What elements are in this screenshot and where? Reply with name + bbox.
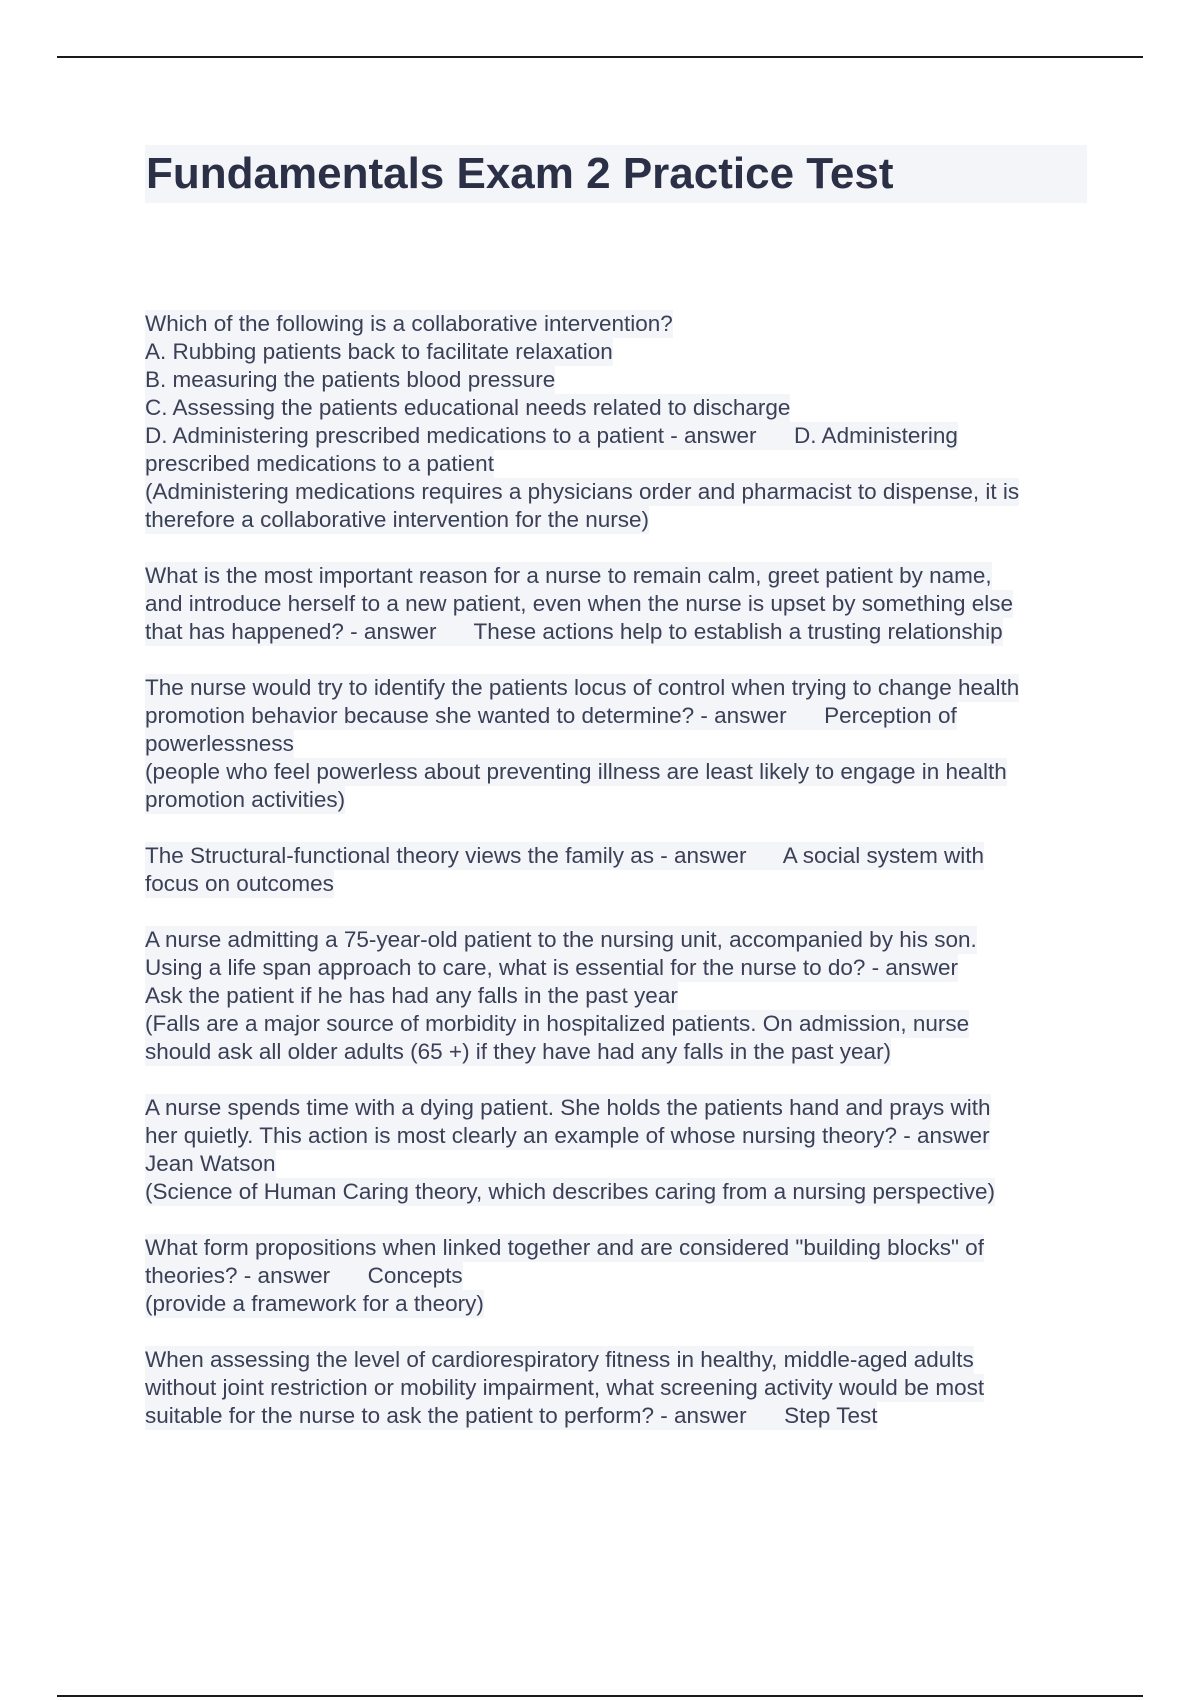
answer-line: suitable for the nurse to ask the patient to perform? - answer Step Test [145,1403,878,1428]
rationale-line: (provide a framework for a theory) [145,1291,484,1316]
option-line: C. Assessing the patients educational needs related to discharge [145,395,791,420]
answer-line: focus on outcomes [145,871,334,896]
option-line: B. measuring the patients blood pressure [145,367,556,392]
rationale-line: (people who feel powerless about preventing illness are least likely to engage in health [145,759,1007,784]
answer-line: prescribed medications to a patient [145,451,494,476]
question-line: A nurse admitting a 75-year-old patient to the nursing unit, accompanied by his son. [145,927,977,952]
answer-line: theories? - answer Concepts [145,1263,463,1288]
answer-line: that has happened? - answer These actions help to establish a trusting relationship [145,619,1003,644]
question-block-4 [145,842,1095,898]
option-line: A. Rubbing patients back to facilitate relaxation [145,339,613,364]
question-line: What form propositions when linked together and are considered "building blocks" of [145,1235,984,1260]
rationale-line: (Falls are a major source of morbidity in hospitalized patients. On admission, nurse [145,1011,970,1036]
question-line: Which of the following is a collaborative intervention? [145,311,673,336]
rationale-line: should ask all older adults (65 +) if they have had any falls in the past year) [145,1039,892,1064]
question-line: without joint restriction or mobility impairment, what screening activity would be most [145,1375,985,1400]
rationale-line: promotion activities) [145,787,346,812]
answer-line: The Structural-functional theory views the family as - answer A social system with [145,843,985,868]
question-line: What is the most important reason for a nurse to remain calm, greet patient by name, [145,563,992,588]
question-list [145,310,1095,1458]
question-line: The nurse would try to identify the patients locus of control when trying to change health [145,675,1020,700]
question-block-5 [145,926,1095,1066]
question-block-6 [145,1094,1095,1206]
question-block-7 [145,1234,1095,1318]
question-block-1 [145,310,1095,534]
page-top-rule [57,56,1143,58]
question-block-8 [145,1346,1095,1430]
question-line: A nurse spends time with a dying patient. She holds the patients hand and prays with [145,1095,991,1120]
question-block-3 [145,674,1095,814]
rationale-line: (Science of Human Caring theory, which describes caring from a nursing perspective) [145,1179,995,1204]
question-line: Using a life span approach to care, what is essential for the nurse to do? - answer [145,955,958,980]
question-line: When assessing the level of cardiorespiratory fitness in healthy, middle-aged adults [145,1347,974,1372]
answer-line: Ask the patient if he has had any falls in the past year [145,983,678,1008]
document-title: Fundamentals Exam 2 Practice Test [146,149,894,198]
question-line: her quietly. This action is most clearly an example of whose nursing theory? - answer [145,1123,990,1148]
answer-line: powerlessness [145,731,294,756]
answer-line: D. Administering prescribed medications to a patient - answer D. Administering [145,423,958,448]
rationale-line: therefore a collaborative intervention for the nurse) [145,507,650,532]
page-bottom-rule [57,1695,1143,1697]
answer-line: Jean Watson [145,1151,276,1176]
question-line: and introduce herself to a new patient, even when the nurse is upset by something else [145,591,1014,616]
answer-line: promotion behavior because she wanted to determine? - answer Perception of [145,703,957,728]
question-block-2 [145,562,1095,646]
rationale-line: (Administering medications requires a physicians order and pharmacist to dispense, it is [145,479,1020,504]
